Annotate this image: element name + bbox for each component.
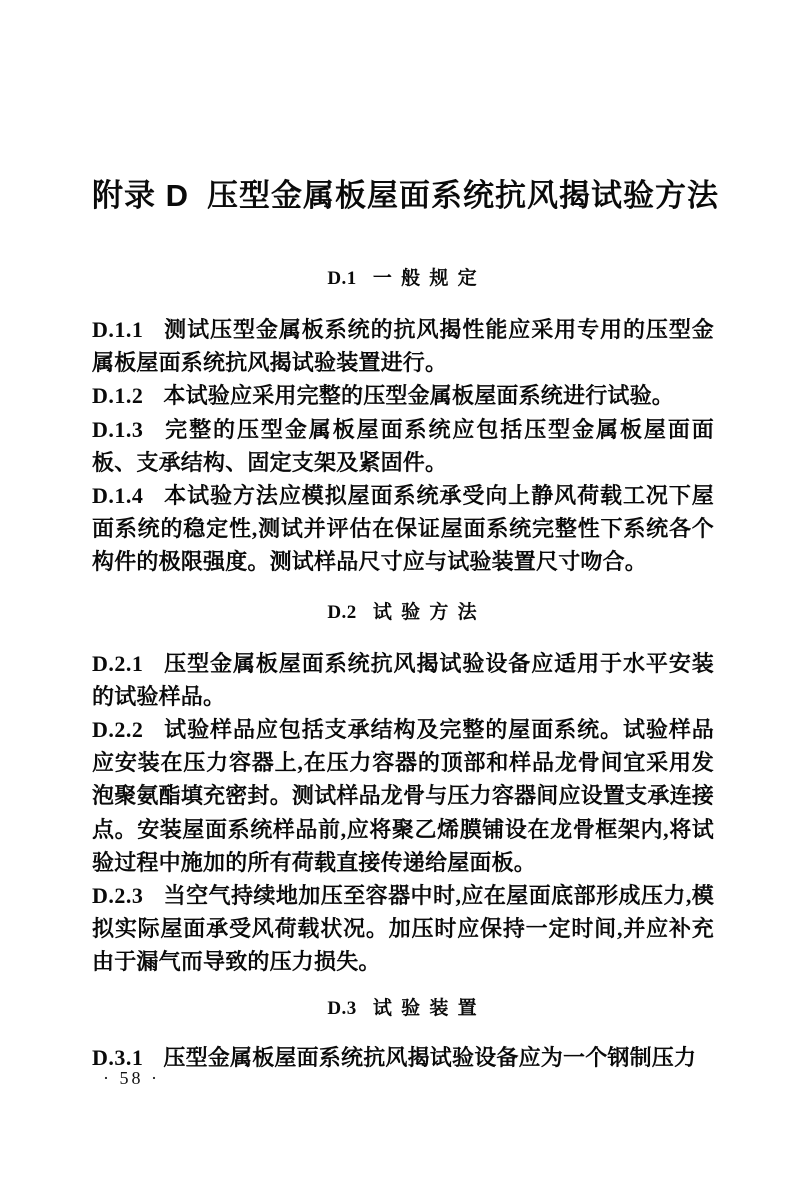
section-d1-number: D.1 bbox=[327, 268, 357, 289]
section-d1 bbox=[92, 266, 714, 579]
clause-d1-3-number: D.1.3 bbox=[92, 416, 144, 442]
section-d3 bbox=[92, 996, 714, 1074]
clause-d2-2-text: 试验样品应包括支承结构及完整的屋面系统。试验样品应安装在压力容器上,在压力容器的顶部和样品龙骨间宜采用发泡聚氨酯填充密封。测试样品龙骨与压力容器间应设置支承连接点。安装屋面系统样品前,应将聚乙烯膜铺设在龙骨框架内,将试验过程中施加的所有荷载直接传递给屋面板。 bbox=[92, 717, 714, 875]
clause-d2-1 bbox=[92, 647, 714, 713]
clause-d1-3-text: 完整的压型金属板屋面系统应包括压型金属板屋面面板、支承结构、固定支架及紧固件。 bbox=[92, 416, 714, 475]
clause-d1-2-text: 本试验应采用完整的压型金属板屋面系统进行试验。 bbox=[163, 383, 674, 409]
clause-d1-1-number: D.1.1 bbox=[92, 317, 144, 342]
section-d3-clauses bbox=[92, 1041, 714, 1074]
section-d1-clauses bbox=[92, 313, 714, 579]
clause-d2-3-number: D.2.3 bbox=[92, 883, 144, 909]
clause-d1-4-number: D.1.4 bbox=[92, 483, 144, 509]
clause-d1-2-number: D.1.2 bbox=[92, 383, 144, 409]
section-d3-heading bbox=[92, 996, 714, 1022]
section-d2-number: D.2 bbox=[327, 601, 357, 623]
clause-d1-4 bbox=[92, 479, 714, 579]
section-d3-title: 试 验 装 置 bbox=[372, 997, 479, 1019]
clause-d1-4-text: 本试验方法应模拟屋面系统承受向上静风荷载工况下屋面系统的稳定性,测试并评估在保证屋面系统完整性下系统各个构件的极限强度。测试样品尺寸应与试验装置尺寸吻合。 bbox=[92, 483, 714, 575]
clause-d3-1-number: D.3.1 bbox=[92, 1044, 144, 1070]
clause-d2-1-text: 压型金属板屋面系统抗风揭试验设备应适用于水平安装的试验样品。 bbox=[92, 650, 714, 709]
appendix-title-main: 压型金属板屋面系统抗风揭试验方法 bbox=[207, 178, 719, 213]
section-d1-heading bbox=[92, 266, 714, 292]
clause-d2-3-text: 当空气持续地加压至容器中时,应在屋面底部形成压力,模拟实际屋面承受风荷载状况。加压时应保持一定时间,并应补充由于漏气而导致的压力损失。 bbox=[92, 883, 714, 975]
section-d3-number: D.3 bbox=[327, 997, 357, 1019]
section-d2 bbox=[92, 600, 714, 979]
appendix-title bbox=[92, 176, 719, 216]
section-d2-title: 试 验 方 法 bbox=[372, 601, 479, 623]
clause-d3-1 bbox=[92, 1041, 714, 1074]
clause-d1-3 bbox=[92, 413, 714, 479]
section-d2-heading bbox=[92, 600, 714, 626]
clause-d1-2 bbox=[92, 379, 714, 412]
section-d1-title: 一 般 规 定 bbox=[372, 268, 479, 289]
appendix-title-prefix: 附录 D bbox=[92, 178, 189, 213]
page-content bbox=[92, 0, 719, 1074]
clause-d3-1-text: 压型金属板屋面系统抗风揭试验设备应为一个钢制压力 bbox=[163, 1044, 697, 1070]
clause-d2-3 bbox=[92, 879, 714, 979]
clause-d1-1 bbox=[92, 313, 714, 379]
clause-d2-1-number: D.2.1 bbox=[92, 650, 144, 676]
section-d2-clauses bbox=[92, 647, 714, 979]
clause-d2-2 bbox=[92, 713, 714, 879]
page-number: · 58 · bbox=[103, 1068, 160, 1088]
clause-d2-2-number: D.2.2 bbox=[92, 717, 144, 743]
clause-d1-1-text: 测试压型金属板系统的抗风揭性能应采用专用的压型金属板屋面系统抗风揭试验装置进行。 bbox=[92, 317, 714, 376]
